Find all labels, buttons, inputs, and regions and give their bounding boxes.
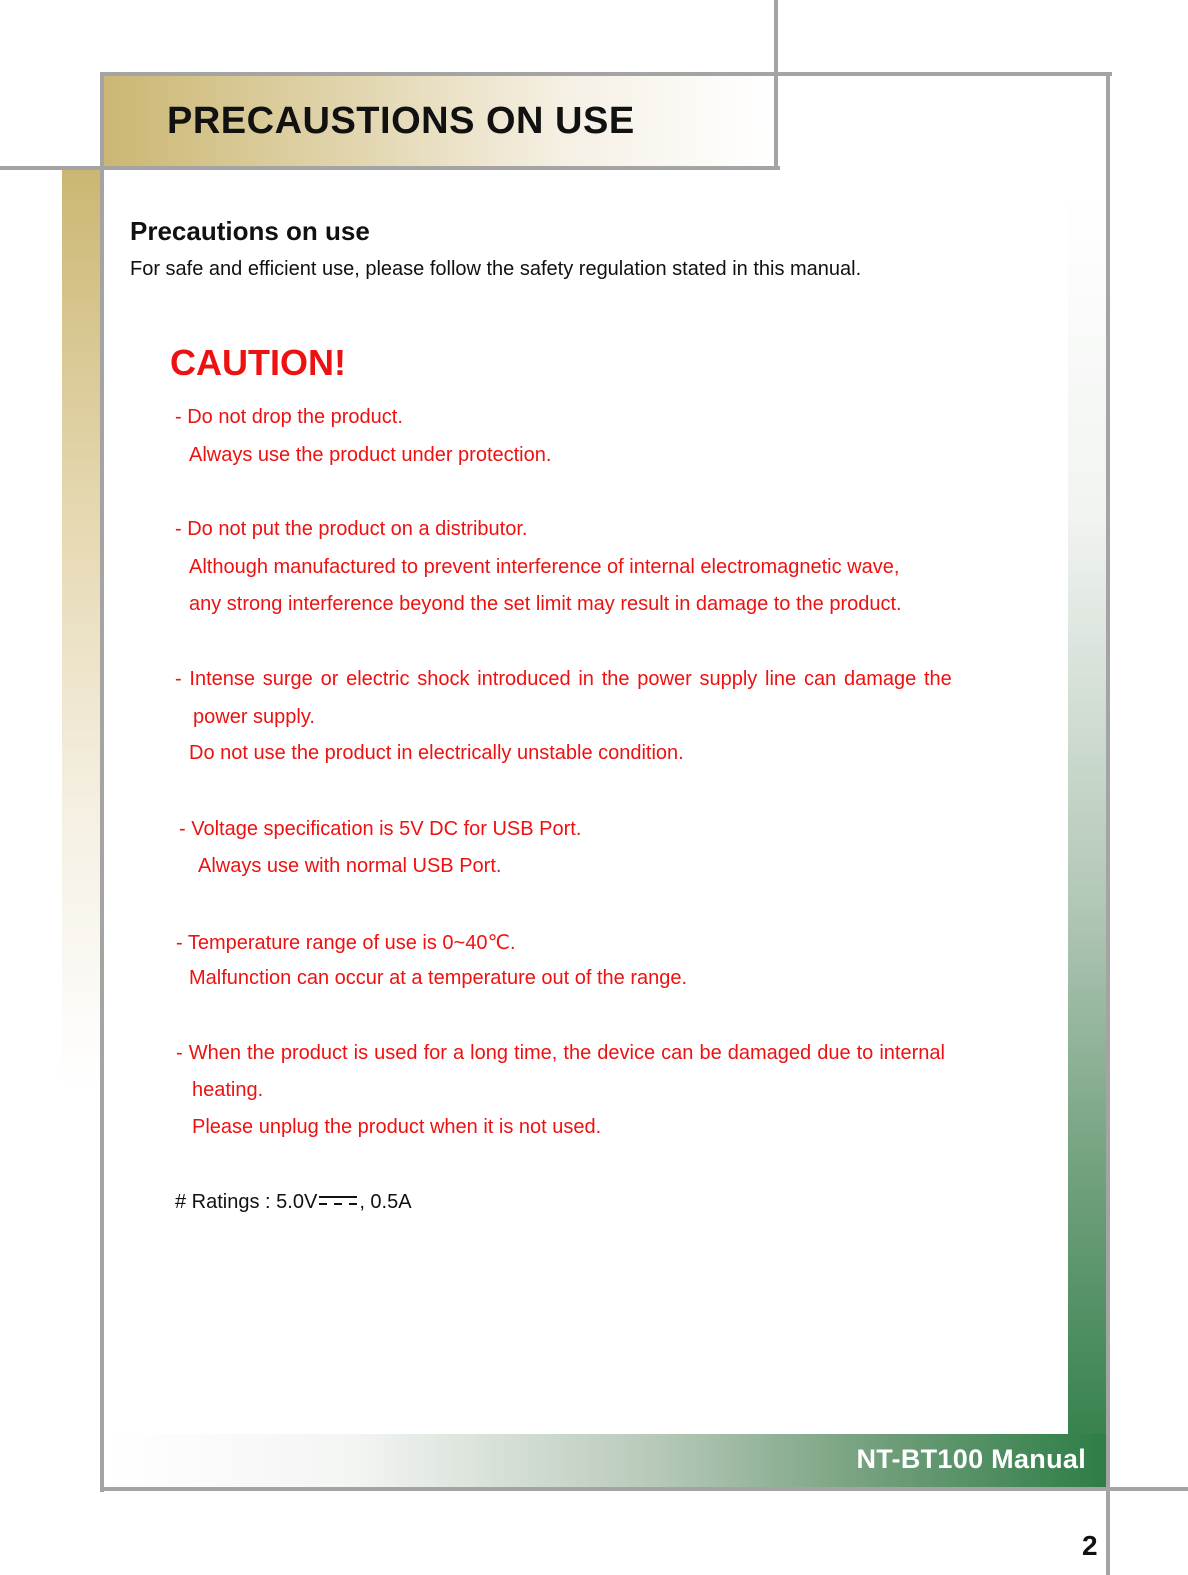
- frame-line: [1066, 1487, 1188, 1491]
- caution-line: - Do not put the product on a distributor.: [175, 518, 528, 540]
- right-gradient-bar: [1068, 190, 1108, 1490]
- frame-line: [0, 166, 780, 170]
- caution-line: - Voltage specification is 5V DC for USB Port.: [179, 818, 582, 840]
- frame-line: [100, 72, 1112, 76]
- ratings-suffix: , 0.5A: [359, 1191, 412, 1213]
- page-number: 2: [1082, 1530, 1098, 1561]
- ratings-line: [175, 1190, 412, 1214]
- caution-line: Always use the product under protection.: [189, 444, 552, 466]
- page-title: PRECAUSTIONS ON USE: [167, 100, 635, 142]
- caution-line: Although manufactured to prevent interference of internal electromagnetic wave,: [189, 556, 900, 578]
- caution-line: - Intense surge or electric shock introduced in the power supply line can damage the: [175, 668, 952, 690]
- caution-line: Malfunction can occur at a temperature out of the range.: [189, 967, 688, 989]
- manual-brand: NT-BT100 Manual: [856, 1444, 1086, 1474]
- frame-line: [100, 1487, 1110, 1491]
- caution-line: any strong interference beyond the set limit may result in damage to the product.: [189, 593, 902, 615]
- caution-line: power supply.: [193, 706, 315, 728]
- intro-text: For safe and efficient use, please follow the safety regulation stated in this manual.: [130, 258, 862, 280]
- caution-line: Do not use the product in electrically unstable condition.: [189, 742, 684, 764]
- ratings-prefix: # Ratings : 5.0V: [175, 1191, 318, 1213]
- left-gradient-bar: [62, 170, 104, 1090]
- caution-line: - Do not drop the product.: [175, 406, 403, 428]
- caution-line: Always use with normal USB Port.: [198, 855, 502, 877]
- frame-line: [100, 72, 104, 1492]
- caution-line: Please unplug the product when it is not used.: [192, 1116, 602, 1138]
- frame-line: [774, 0, 778, 170]
- caution-line: heating.: [192, 1079, 264, 1101]
- caution-line: - Temperature range of use is 0~40℃.: [176, 932, 516, 954]
- dc-current-icon: [317, 1190, 359, 1210]
- frame-line: [1106, 72, 1110, 1575]
- caution-heading: CAUTION!: [170, 342, 346, 383]
- section-title: Precautions on use: [130, 216, 370, 246]
- caution-line: - When the product is used for a long time, the device can be damaged due to internal: [176, 1042, 945, 1064]
